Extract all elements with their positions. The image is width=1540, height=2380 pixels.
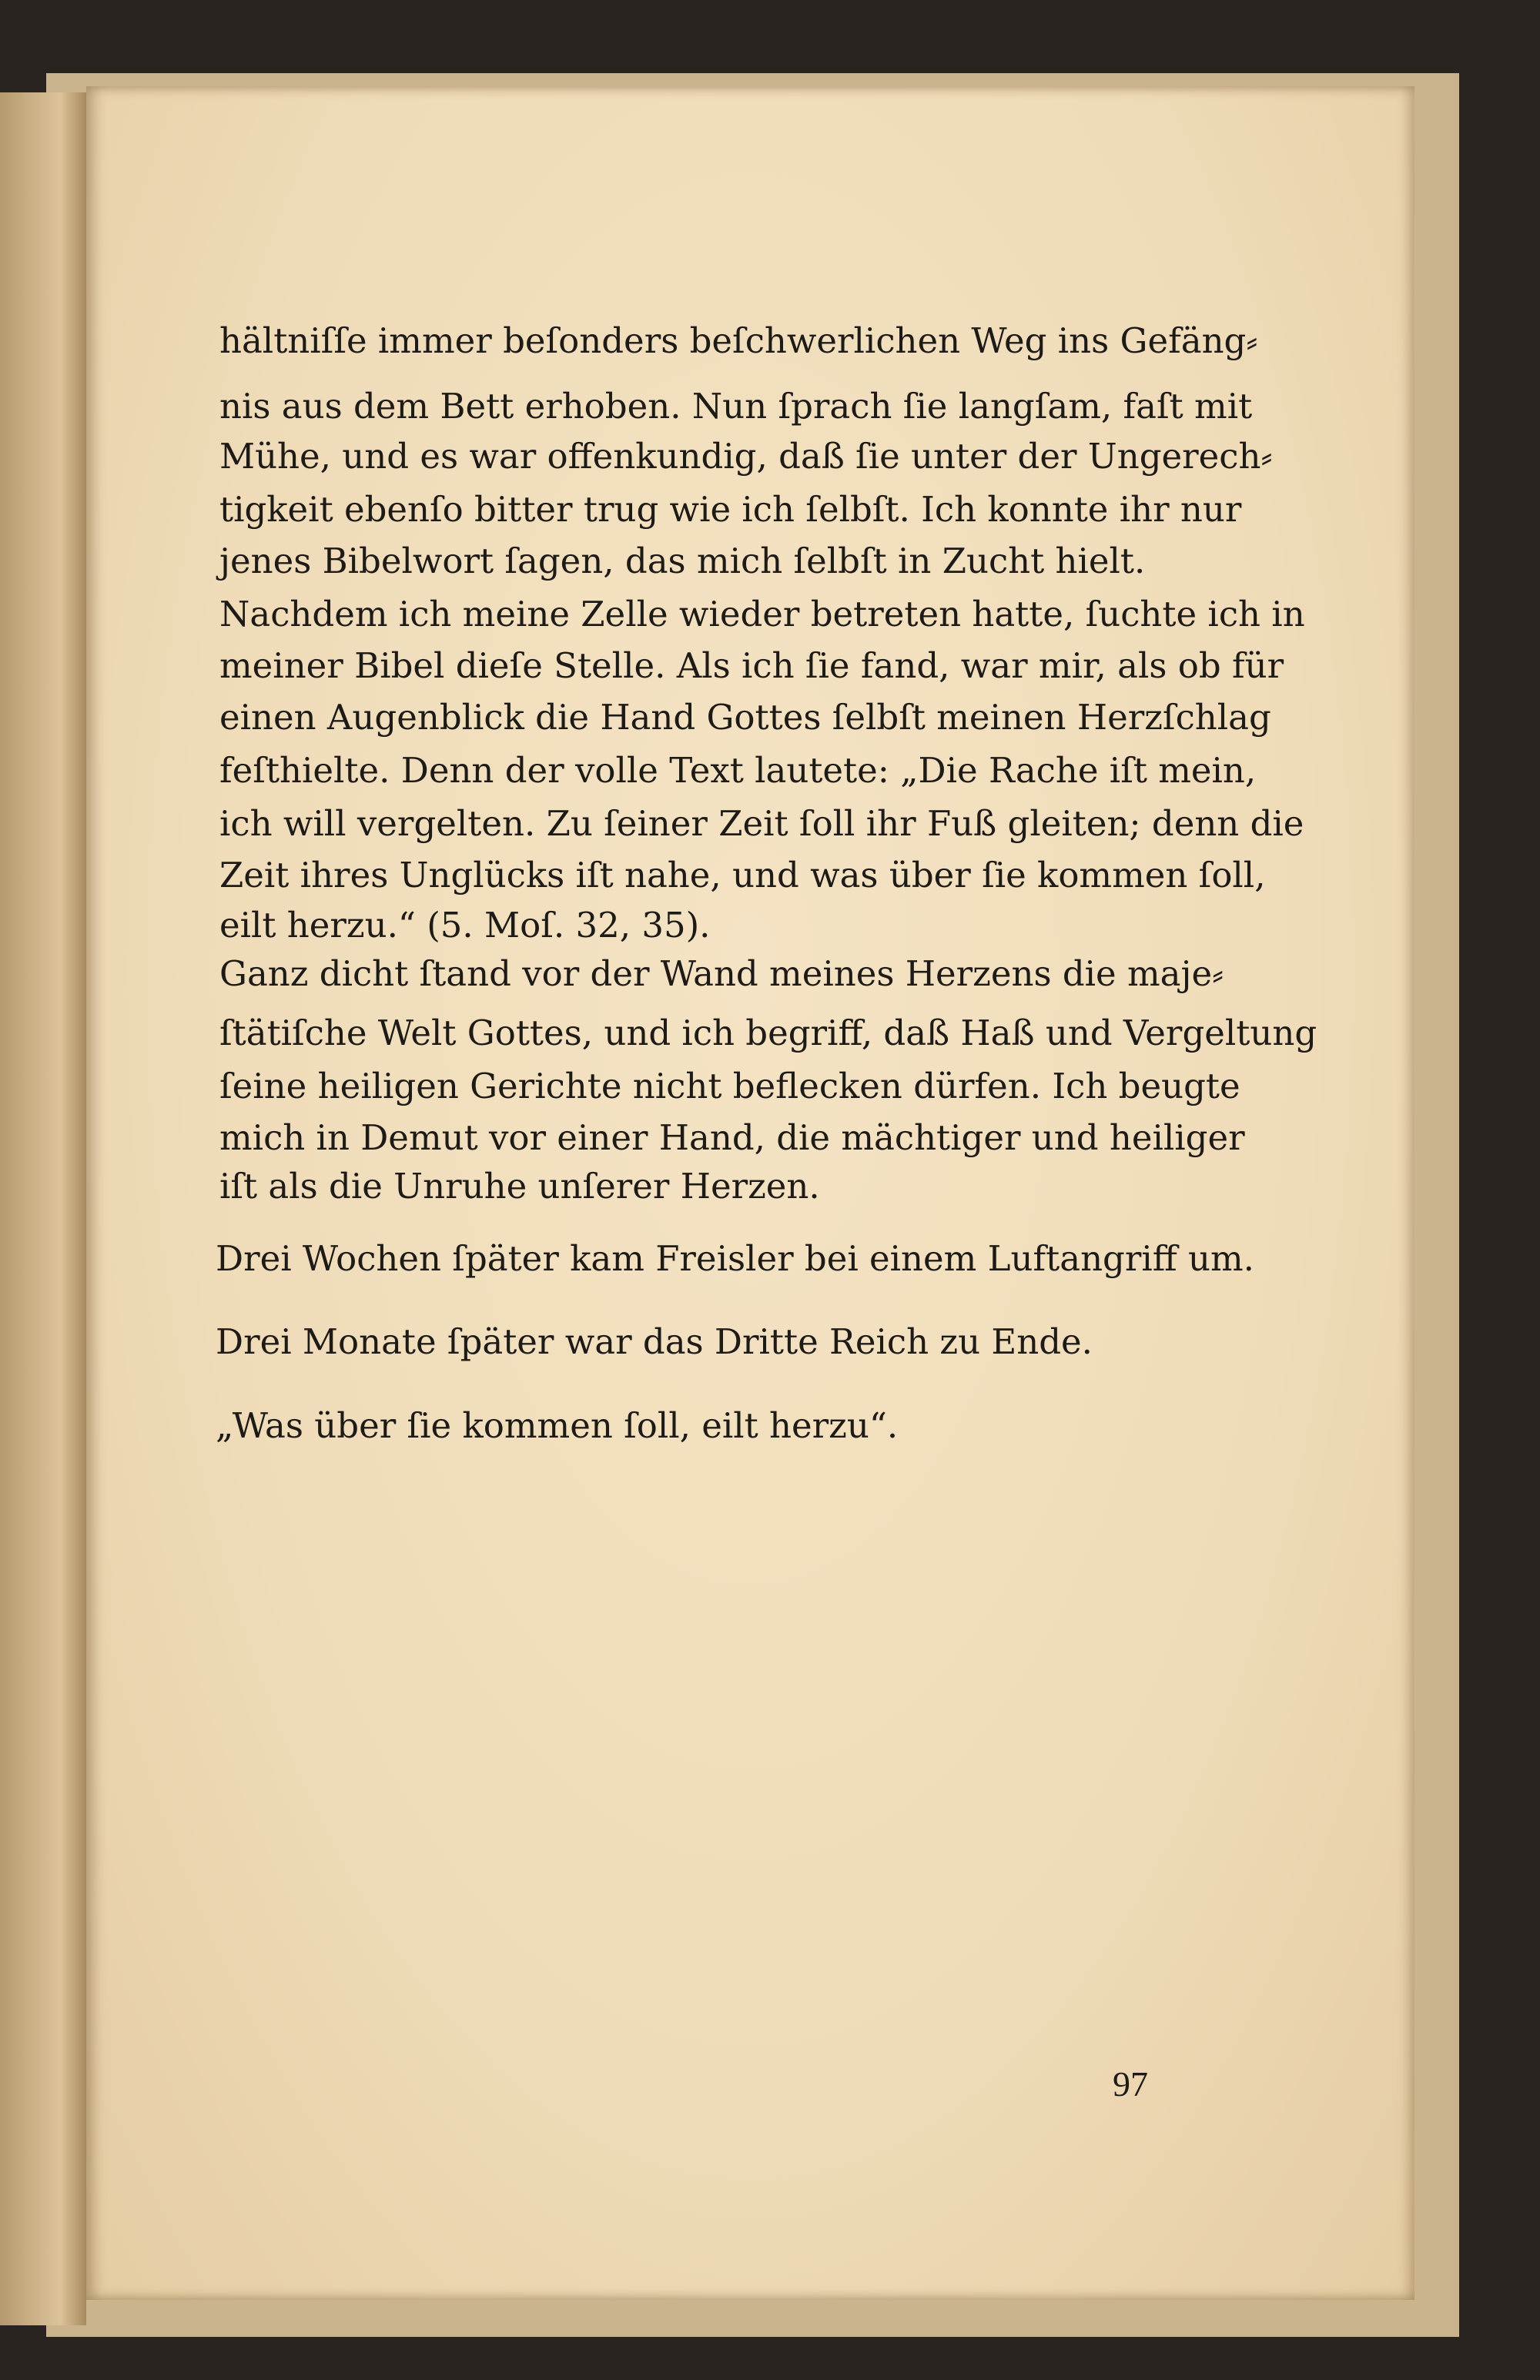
text-line: ich will vergelten. Zu ſeiner Zeit ſoll ihr Fuß gleiten; denn die (219, 803, 1304, 844)
text-line: jenes Bibelwort ſagen, das mich ſelbſt in Zucht hielt. (219, 541, 1146, 581)
text-line: Drei Monate ſpäter war das Dritte Reich zu Ende. (216, 1321, 1093, 1362)
text-line: feſthielte. Denn der volle Text lautete: „Die Rache iſt mein, (219, 750, 1257, 791)
text-line: ſeine heiligen Gerichte nicht beflecken dürfen. Ich beugte (219, 1066, 1240, 1106)
text-line: meiner Bibel dieſe Stelle. Als ich ſie fand, war mir, als ob für (219, 645, 1284, 686)
text-line: Nachdem ich meine Zelle wieder betreten hatte, ſuchte ich in (219, 594, 1305, 634)
text-line: mich in Demut vor einer Hand, die mächtiger und heiliger (219, 1117, 1245, 1158)
text-line: eilt herzu.“ (5. Moſ. 32, 35). (219, 905, 711, 946)
text-line: einen Augenblick die Hand Gottes ſelbſt meinen Herzſchlag (219, 697, 1271, 738)
text-line: Mühe, und es war offenkundig, daß ſie unter der Ungerech⸗ (219, 436, 1273, 477)
left-page-edge (0, 92, 86, 2325)
text-line: Ganz dicht ſtand vor der Wand meines Herzens die maje⸗ (219, 953, 1224, 994)
text-line: „Was über ſie kommen ſoll, eilt herzu“. (216, 1405, 899, 1446)
text-line: Zeit ihres Unglücks iſt nahe, und was über ſie kommen ſoll, (219, 855, 1266, 895)
text-line: iſt als die Unruhe unſerer Herzen. (219, 1166, 820, 1207)
page-number: 97 (1113, 2064, 1148, 2104)
text-line: ſtätiſche Welt Gottes, und ich begriff, daß Haß und Vergeltung (219, 1013, 1317, 1053)
text-line: tigkeit ebenſo bitter trug wie ich ſelbſt. Ich konnte ihr nur (219, 489, 1242, 530)
text-line: Drei Wochen ſpäter kam Freisler bei einem Luftangriff um. (216, 1238, 1254, 1279)
text-line: hältniſſe immer beſonders beſchwerlichen Weg ins Gefäng⸗ (219, 320, 1258, 361)
text-line: nis aus dem Bett erhoben. Nun ſprach ſie langſam, faſt mit (219, 386, 1253, 427)
